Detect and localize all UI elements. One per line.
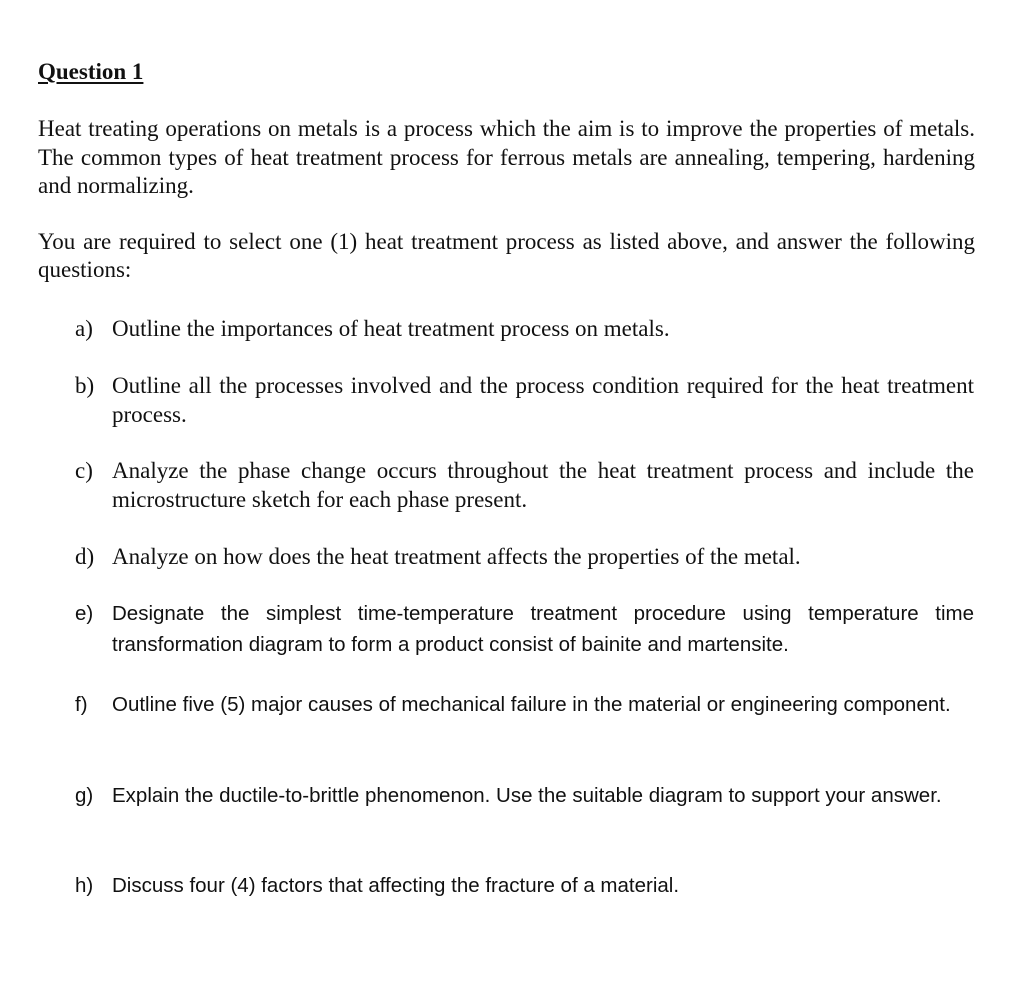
question-item-f xyxy=(75,690,975,721)
requirement-paragraph: You are required to select one (1) heat treatment process as listed above, and answer the following questions: xyxy=(38,228,975,282)
question-item-d xyxy=(75,543,975,572)
question-text: Outline all the processes involved and the process condition required for the heat treatment process. xyxy=(112,373,974,427)
question-marker: f) xyxy=(75,693,88,716)
question-text: Discuss four (4) factors that affecting the fracture of a material. xyxy=(112,874,680,897)
question-text: Analyze the phase change occurs throughout the heat treatment process and include the microstructure sketch for each phase present. xyxy=(112,458,974,512)
question-text: Explain the ductile-to-brittle phenomenon. Use the suitable diagram to support your answer. xyxy=(112,784,942,807)
question-text: Designate the simplest time-temperature treatment procedure using temperature time transformation diagram to form a product consist of bainite and martensite. xyxy=(112,602,974,656)
question-item-e xyxy=(75,599,975,660)
question-marker: d) xyxy=(75,544,95,569)
question-marker: a) xyxy=(75,316,93,341)
intro-paragraph: Heat treating operations on metals is a process which the aim is to improve the properties of metals. The common types of heat treatment process for ferrous metals are annealing, tempering, hardening and normalizing. xyxy=(38,116,975,198)
question-item-b xyxy=(75,372,975,429)
question-heading: Question 1 xyxy=(38,59,144,84)
question-text: Analyze on how does the heat treatment affects the properties of the metal. xyxy=(112,544,801,569)
question-item-c xyxy=(75,457,975,514)
question-item-a xyxy=(75,315,975,344)
question-text: Outline the importances of heat treatment process on metals. xyxy=(112,316,670,341)
question-marker: h) xyxy=(75,874,94,897)
question-marker: c) xyxy=(75,458,93,483)
question-document xyxy=(38,56,975,285)
question-item-g xyxy=(75,781,975,812)
question-marker: e) xyxy=(75,602,94,625)
question-marker: g) xyxy=(75,784,94,807)
question-text: Outline five (5) major causes of mechanical failure in the material or engineering component. xyxy=(112,693,951,716)
question-marker: b) xyxy=(75,373,95,398)
question-item-h xyxy=(75,871,975,902)
